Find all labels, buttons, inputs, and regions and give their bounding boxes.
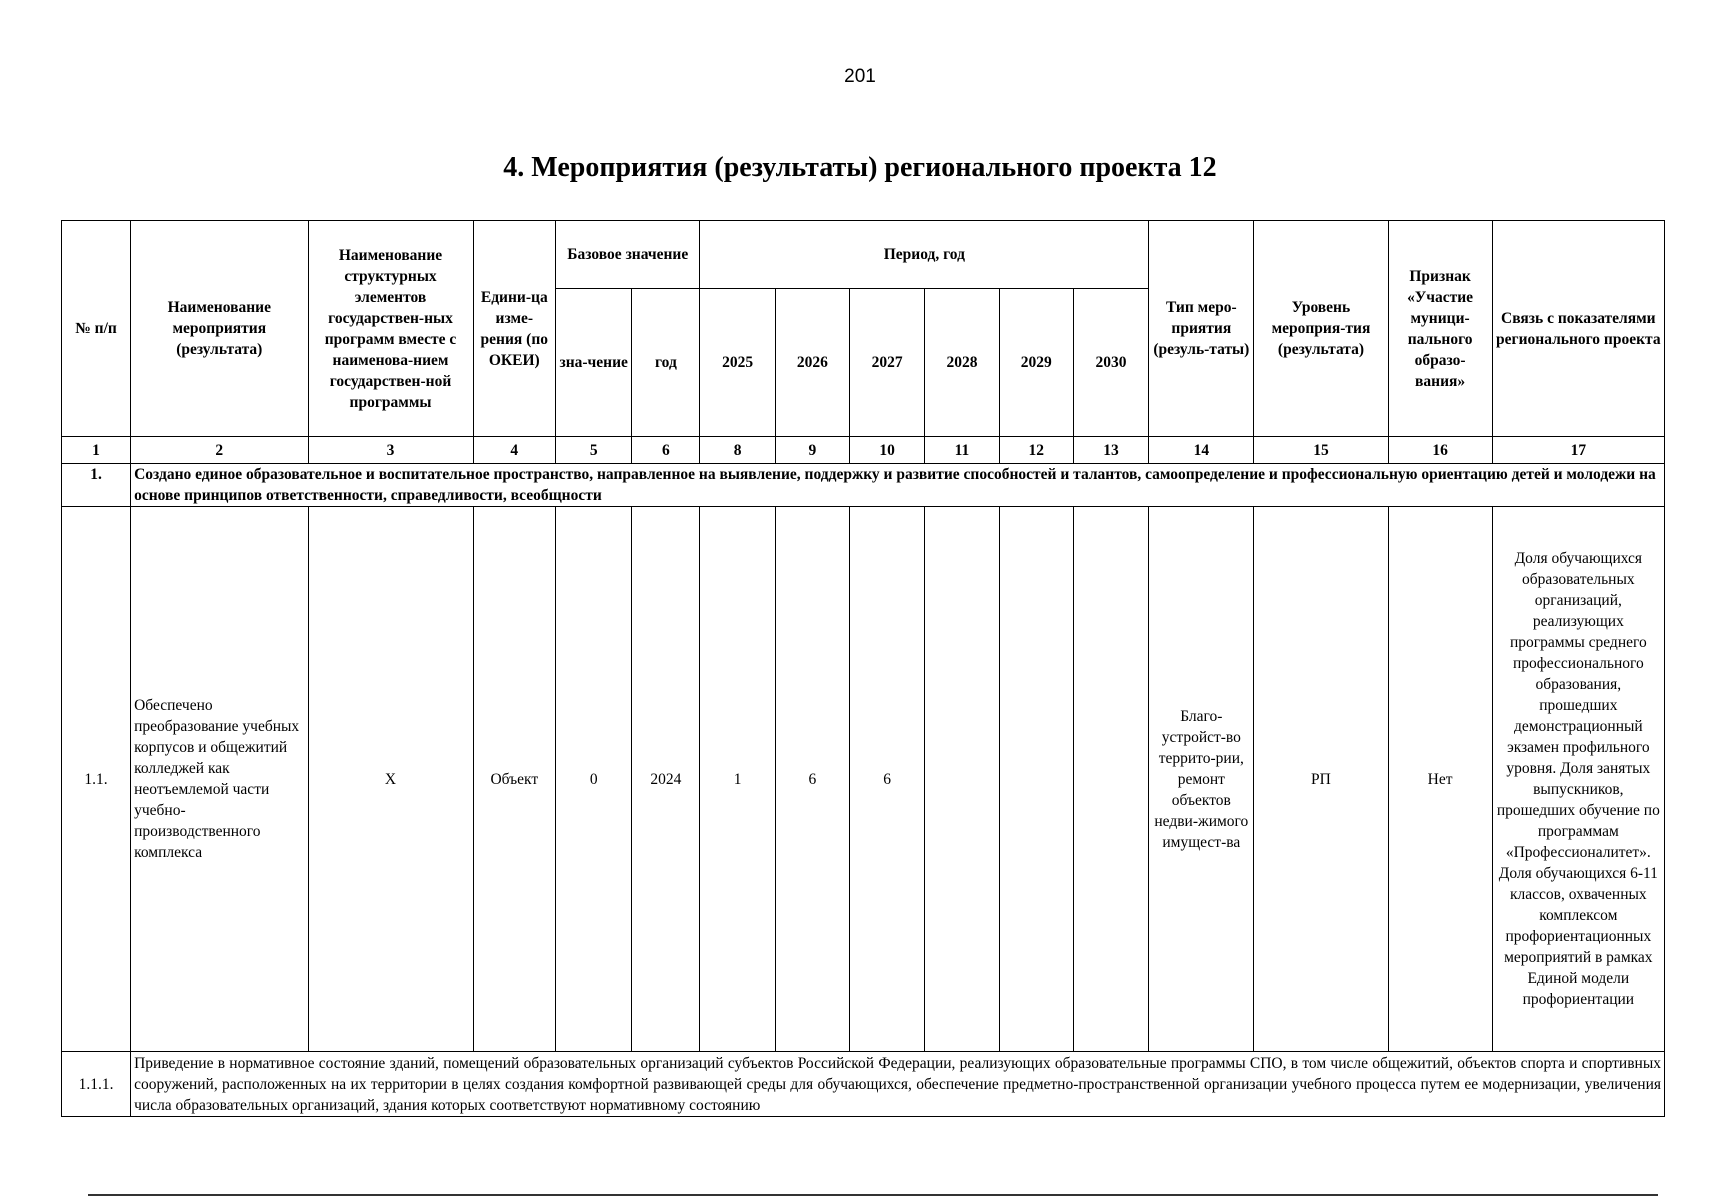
column-number: 10 [850,437,925,464]
header-num: № п/п [62,221,131,437]
header-year-2025: 2025 [700,289,775,437]
row-year-2025: 1 [700,507,775,1052]
page-number: 201 [844,66,876,87]
column-number-row [62,437,1665,464]
header-year-2030: 2030 [1073,289,1148,437]
header-name: Наименование мероприятия (результата) [131,221,308,437]
row-unit: Объект [473,507,556,1052]
row-base-value: 0 [556,507,632,1052]
header-base-value: зна-чение [556,289,632,437]
header-base-year: год [632,289,700,437]
column-number: 11 [925,437,999,464]
header-period: Период, год [700,221,1149,289]
subrow [62,1052,1665,1117]
header-struct: Наименование структурных элементов государствен-ных программ вместе с наименова-нием государствен-ной программы [308,221,473,437]
column-number: 15 [1254,437,1388,464]
row-num: 1.1. [62,507,131,1052]
row-name: Обеспечено преобразование учебных корпусов и общежитий колледжей как неотъемлемой части учебно-производственного комплекса [131,507,308,1052]
column-number: 8 [700,437,775,464]
subrow-text: Приведение в нормативное состояние зданий, помещений образовательных организаций субъектов Российской Федерации, реализующих образовательные программы СПО, в том числе общежитий, объектов спорта и спортивных сооружений, расположенных на их территории в целях создания комфортной развивающей среды для обучающихся, обеспечение предметно-пространственной организации учебного процесса путем ее модернизации, увеличения числа образовательных организаций, здания которых соответствуют нормативному состоянию [131,1052,1665,1117]
column-number: 14 [1149,437,1254,464]
column-number: 2 [131,437,308,464]
column-number: 17 [1492,437,1664,464]
header-municipal: Признак «Участие муници-пального образо-вания» [1388,221,1492,437]
row-year-2030 [1073,507,1148,1052]
row-year-2029 [999,507,1073,1052]
header-type: Тип меро-приятия (резуль-таты) [1149,221,1254,437]
header-year-2027: 2027 [850,289,925,437]
row-link: Доля обучающихся образовательных организаций, реализующих программы среднего профессионального образования, прошедших демонстрационный экзамен профильного уровня. Доля занятых выпускников, прошедших обучение по программам «Профессионалитет». Доля обучающихся 6-11 классов, охваченных комплексом профориентационных мероприятий в рамках Единой модели профориентации [1492,507,1664,1052]
row-struct: Х [308,507,473,1052]
column-number: 9 [775,437,849,464]
column-number: 1 [62,437,131,464]
section-num: 1. [62,464,131,507]
events-table [61,220,1665,1117]
row-type: Благо-устройст-во террито-рии, ремонт объектов недви-жимого имущест-ва [1149,507,1254,1052]
row-base-year: 2024 [632,507,700,1052]
header-year-2029: 2029 [999,289,1073,437]
column-number: 3 [308,437,473,464]
section-title: Создано единое образовательное и воспитательное пространство, направленное на выявление, поддержку и развитие способностей и талантов, самоопределение и профессиональную ориентацию детей и молодежи на основе принципов ответственности, справедливости, всеобщности [131,464,1665,507]
header-unit: Едини-ца изме-рения (по ОКЕИ) [473,221,556,437]
column-number: 6 [632,437,700,464]
column-number: 5 [556,437,632,464]
header-year-2026: 2026 [775,289,849,437]
header-level: Уровень мероприя-тия (результата) [1254,221,1388,437]
section-row [62,464,1665,507]
column-number: 16 [1388,437,1492,464]
row-year-2026: 6 [775,507,849,1052]
column-number: 13 [1073,437,1148,464]
header-base: Базовое значение [556,221,700,289]
row-year-2027: 6 [850,507,925,1052]
subrow-num: 1.1.1. [62,1052,131,1117]
row-level: РП [1254,507,1388,1052]
table-row [62,507,1665,1052]
header-year-2028: 2028 [925,289,999,437]
header-link: Связь с показателями регионального проекта [1492,221,1664,437]
row-year-2028 [925,507,999,1052]
column-number: 4 [473,437,556,464]
page-title: 4. Мероприятия (результаты) регионального проекта 12 [503,152,1217,183]
row-municipal: Нет [1388,507,1492,1052]
footer-divider [88,1194,1658,1199]
column-number: 12 [999,437,1073,464]
